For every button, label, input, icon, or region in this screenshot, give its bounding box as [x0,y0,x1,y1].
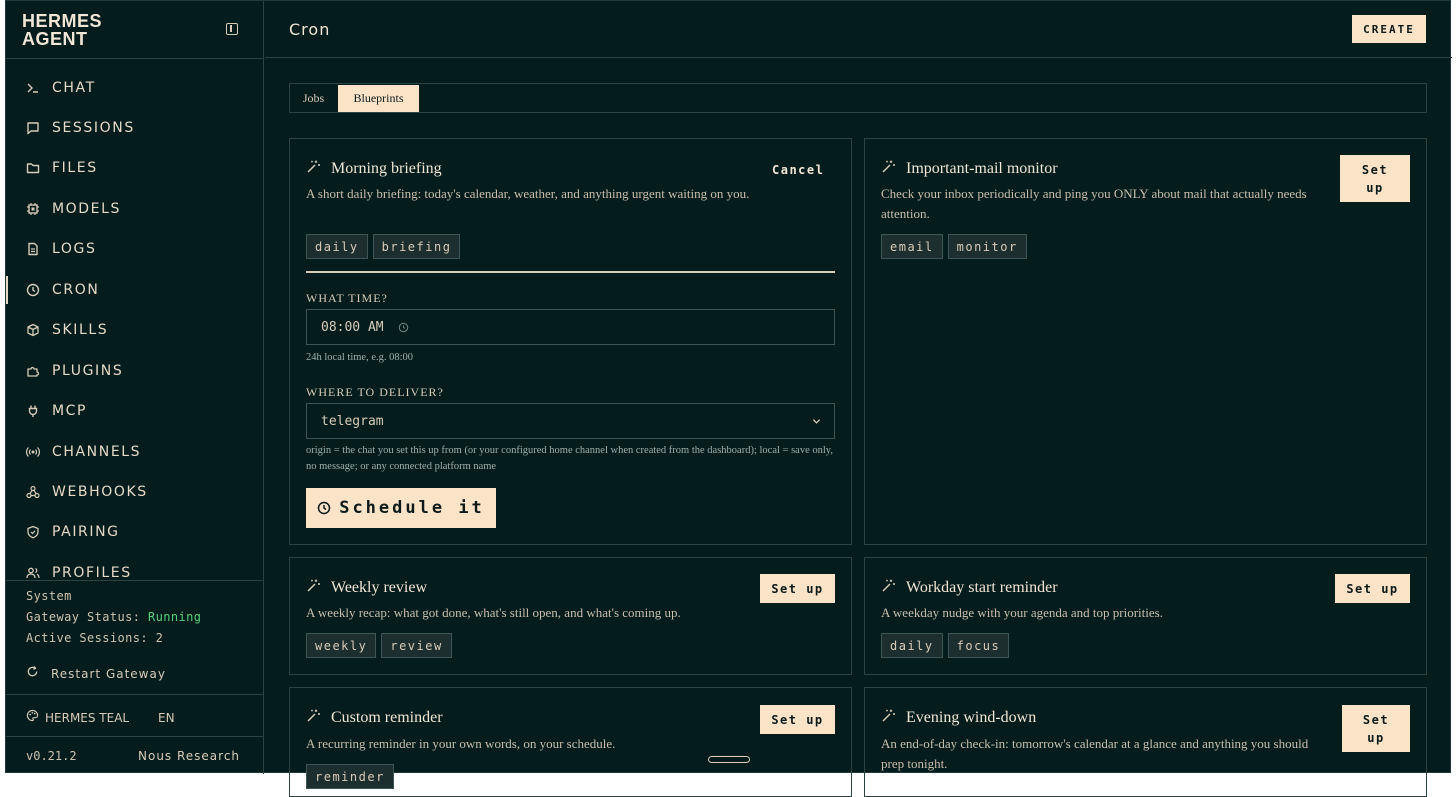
card-description: A short daily briefing: today's calendar, weather, and anything urgent waiting on you. [306,186,750,201]
magic-wand-icon [306,708,321,728]
card-description: An end-of-day check-in: tomorrow's calendar at a glance and anything you should prep tonight. [881,736,1309,771]
card-title-text: Weekly review [331,579,427,596]
sidebar-item-label: FILES [52,160,98,176]
card-title [306,708,443,728]
deliver-field-label: WHERE TO DELIVER? [306,385,444,399]
brand-logo: HERMES AGENT [22,11,103,49]
tab-jobs[interactable]: Jobs [302,91,325,105]
sidebar-item-skills[interactable] [6,310,264,350]
divider [6,58,264,59]
set-up-button[interactable]: Set up [1340,155,1410,202]
users-icon [26,566,40,580]
cpu-icon [26,202,40,216]
tag: daily [306,234,368,259]
card-title-text: Evening wind-down [906,709,1037,726]
theme-row [6,694,264,736]
magic-wand-icon [881,708,896,728]
sidebar-item-cron[interactable] [6,270,264,310]
card-description: A weekly recap: what got done, what's still open, and what's coming up. [306,605,681,620]
tab-bar [289,83,1427,113]
sidebar [6,1,264,774]
sidebar-item-label: CHANNELS [52,444,142,460]
sidebar-item-mcp[interactable] [6,391,264,431]
sidebar-item-chat[interactable] [6,68,264,108]
time-input[interactable] [306,309,835,345]
tag-list [306,234,460,259]
tag: focus [948,633,1010,658]
sidebar-nav [6,68,264,580]
tag-list [881,234,1027,259]
set-up-button[interactable]: Set up [1342,705,1410,752]
create-button[interactable]: CREATE [1352,15,1426,43]
sidebar-item-models[interactable] [6,189,264,229]
sidebar-item-pairing[interactable] [6,512,264,552]
sidebar-item-label: SESSIONS [52,120,135,136]
magic-wand-icon [306,578,321,598]
tag: weekly [306,633,376,658]
sidebar-item-plugins[interactable] [6,351,264,391]
schedule-button-label: Schedule it [339,498,485,518]
time-hint: 24h local time, e.g. 08:00 [306,352,414,363]
set-up-button[interactable]: Set up [1335,574,1410,603]
card-title [881,159,1058,179]
card-title-text: Custom reminder [331,709,443,726]
card-title [306,578,427,598]
tag: email [881,234,943,259]
plug-icon [26,404,40,418]
scroll-handle[interactable] [708,756,750,763]
card-description: Check your inbox periodically and ping you ONLY about mail that actually needs attention. [881,186,1307,221]
cancel-button[interactable]: Cancel [772,163,825,177]
sidebar-item-webhooks[interactable] [6,472,264,512]
language-selector[interactable]: EN [158,711,175,725]
sidebar-item-files[interactable] [6,148,264,188]
blueprint-card-morning-briefing [289,138,852,545]
sidebar-item-label: LOGS [52,241,97,257]
tag-list [306,764,394,789]
sidebar-item-sessions[interactable] [6,108,264,148]
time-field-label: WHAT TIME? [306,291,388,305]
active-sessions [26,631,163,645]
message-square-icon [26,121,40,135]
webhook-icon [26,485,40,499]
tag: briefing [373,234,461,259]
sidebar-item-logs[interactable] [6,229,264,269]
tag: monitor [948,234,1027,259]
magic-wand-icon [306,159,321,179]
card-title-text: Morning briefing [331,160,442,177]
clock-icon[interactable] [398,322,409,333]
card-description: A weekday nudge with your agenda and top priorities. [881,605,1163,620]
sidebar-item-channels[interactable] [6,432,264,472]
clock-icon [26,283,40,297]
vendor-link[interactable]: Nous Research [138,749,241,763]
tag: reminder [306,764,394,789]
box-icon [26,323,40,337]
theme-label: HERMES TEAL [45,711,130,725]
card-title [306,159,442,179]
top-bar [265,1,1452,58]
blueprint-card-evening-wind-down [864,687,1427,797]
radio-icon [26,445,40,459]
palette-icon [26,709,39,727]
deliver-hint: origin = the chat you set this up from (or your configured home channel when created from the dashboard); local = save only, no message; or any connected platform name [306,445,833,472]
tag: daily [881,633,943,658]
blueprint-card-workday-reminder [864,557,1427,675]
magic-wand-icon [881,578,896,598]
restart-gateway-label: Restart Gateway [51,667,166,681]
set-up-button[interactable]: Set up [760,705,835,734]
shield-icon [26,525,40,539]
sidebar-item-label: WEBHOOKS [52,484,148,500]
tag-list [881,633,1009,658]
chevron-down-icon [811,416,822,427]
restart-gateway-button[interactable] [26,665,166,683]
page-title: Cron [289,20,331,39]
sidebar-item-label: PROFILES [52,565,132,581]
sidebar-item-label: PLUGINS [52,363,124,379]
sidebar-item-label: MCP [52,403,88,419]
tab-blueprints[interactable]: Blueprints [338,85,419,112]
sidebar-item-label: SKILLS [52,322,109,338]
sidebar-footer [6,736,264,774]
version-label: v0.21.2 [26,749,77,763]
app-window [5,0,1451,784]
sidebar-item-label: CRON [52,282,100,298]
sidebar-item-label: MODELS [52,201,122,217]
terminal-icon [26,81,40,95]
gateway-status [26,610,201,624]
system-panel [6,580,264,694]
time-input-value: 08:00 AM [321,319,384,335]
active-sessions-label: Active Sessions: [26,631,148,645]
folder-icon [26,161,40,175]
tag-list [306,633,452,658]
card-description: A recurring reminder in your own words, on your schedule. [306,736,616,751]
deliver-select[interactable] [306,403,835,439]
card-title [881,578,1058,598]
blueprint-card-mail-monitor [864,138,1427,545]
divider [306,271,835,273]
gateway-status-label: Gateway Status: [26,610,141,624]
blueprint-card-custom-reminder [289,687,852,797]
magic-wand-icon [881,159,896,179]
set-up-button[interactable]: Set up [760,574,835,603]
system-title: System [26,589,72,603]
card-title-text: Workday start reminder [906,579,1058,596]
puzzle-icon [26,364,40,378]
card-title-text: Important-mail monitor [906,160,1058,177]
gateway-status-value: Running [148,610,202,624]
sidebar-item-label: PAIRING [52,524,120,540]
refresh-icon [26,665,39,683]
card-title [881,708,1036,728]
deliver-select-value: telegram [321,413,384,429]
file-text-icon [26,242,40,256]
blueprint-card-weekly-review [289,557,852,675]
clock-icon [317,501,331,515]
collapse-sidebar-icon[interactable] [226,23,238,35]
tag: review [381,633,451,658]
active-sessions-value: 2 [155,631,164,645]
theme-selector[interactable] [26,709,129,727]
sidebar-item-label: CHAT [52,80,96,96]
schedule-button[interactable] [306,488,496,528]
